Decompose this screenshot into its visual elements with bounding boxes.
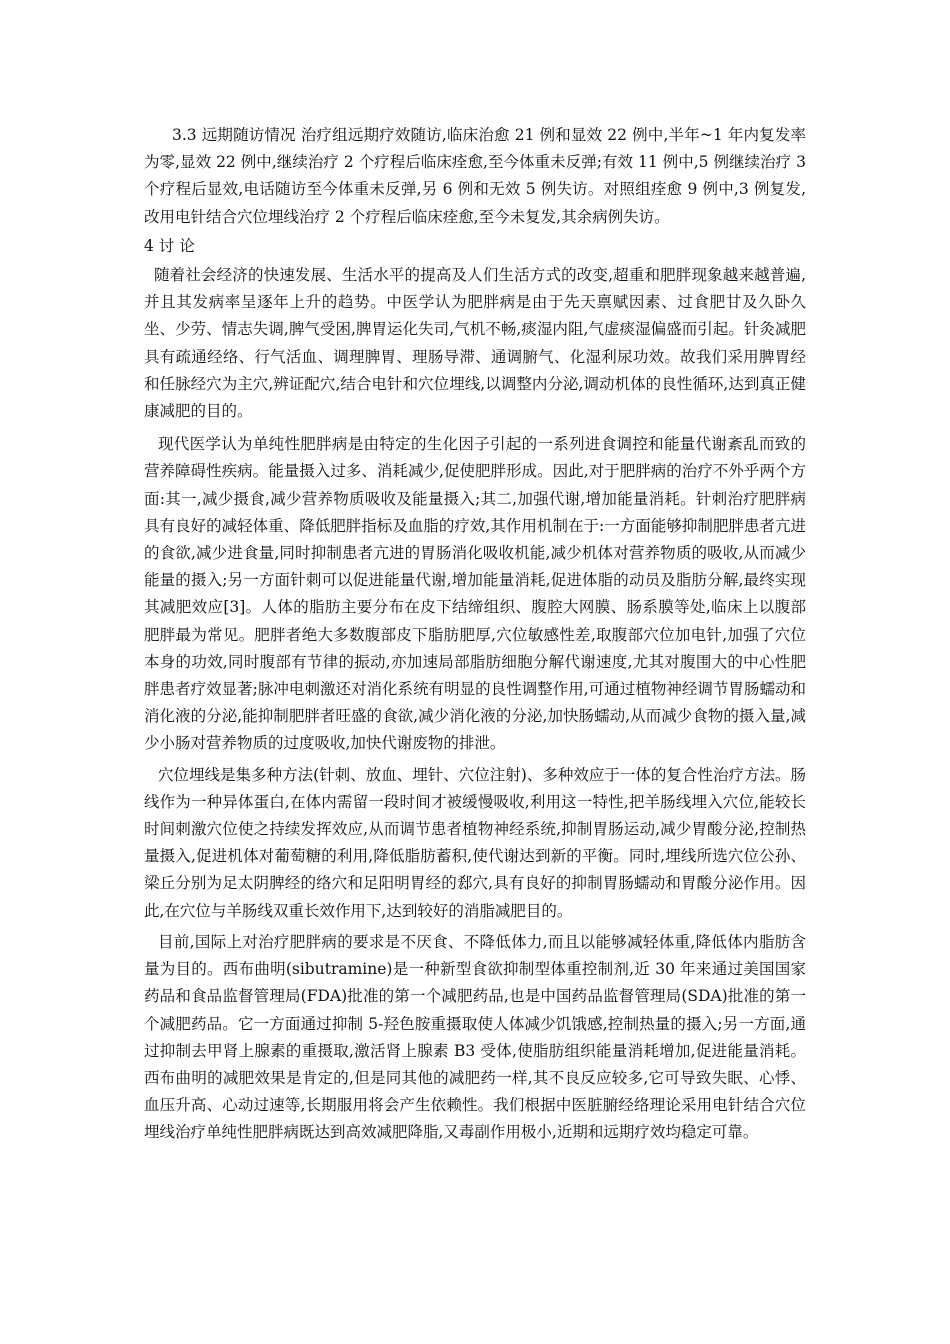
section-heading-discussion: 4 讨 论 (144, 236, 195, 255)
document-body (144, 122, 806, 1147)
paragraph-sibutramine: 目前,国际上对治疗肥胖病的要求是不厌食、不降低体力,而且以能够减轻体重,降低体内脂肪含量为目的。西布曲明(sibutramine)是一种新型食欲抑制型体重控制剂,近 30 年来通过美国国家药品和食品监督管理局(FDA)批准的第一个减肥药品,也是中国药品监督管理局(SDA)批准的第一个减肥药品。它一方面通过抑制 5-羟色胺重摄取使人体减少饥饿感,控制热量的摄入;另一方面,通过抑制去甲肾上腺素的重摄取,激活肾上腺素 B3 受体,使脂肪组织能量消耗增加,促进能量消耗。西布曲明的减肥效果是肯定的,但是同其他的减肥药一样,其不良反应较多,它可导致失眠、心悸、血压升高、心动过速等,长期服用将会产生依赖性。我们根据中医脏腑经络理论采用电针结合穴位埋线治疗单纯性肥胖病既达到高效减肥降脂,又毒副作用极小,近期和远期疗效均稳定可靠。 (144, 932, 806, 1142)
paragraph-tcm-theory: 随着社会经济的快速发展、生活水平的提高及人们生活方式的改变,超重和肥胖现象越来越普遍,并且其发病率呈逐年上升的趋势。中医学认为肥胖病是由于先天禀赋因素、过食肥甘及久卧久坐、少劳、情志失调,脾气受困,脾胃运化失司,气机不畅,痰湿内阻,气虚痰湿偏盛而引起。针灸减肥具有疏通经络、行气活血、调理脾胃、理肠导滞、通调腑气、化湿利尿功效。故我们采用脾胃经和任脉经穴为主穴,辨证配穴,结合电针和穴位埋线,以调整内分泌,调动机体的良性循环,达到真正健康减肥的目的。 (144, 266, 806, 421)
paragraph-catgut-embedding: 穴位埋线是集多种方法(针刺、放血、埋针、穴位注射)、多种效应于一体的复合性治疗方法。肠线作为一种异体蛋白,在体内需留一段时间才被缓慢吸收,利用这一特性,把羊肠线埋入穴位,能较长时间刺激穴位使之持续发挥效应,从而调节患者植物神经系统,抑制胃肠运动,减少胃酸分泌,控制热量摄入,促进机体对葡萄糖的利用,降低脂肪蓄积,使代谢达到新的平衡。同时,埋线所选穴位公孙、梁丘分别为足太阴脾经的络穴和足阳明胃经的郄穴,具有良好的抑制胃肠蠕动和胃酸分泌作用。因此,在穴位与羊肠线双重长效作用下,达到较好的消脂减肥目的。 (144, 765, 806, 920)
paragraph-long-term-followup: 3.3 远期随访情况 治疗组远期疗效随访,临床治愈 21 例和显效 22 例中,半年~1 年内复发率为零,显效 22 例中,继续治疗 2 个疗程后临床痊愈,至今体重未反弹;有效 11 例中,5 例继续治疗 3 个疗程后显效,电话随访至今体重未反弹,另 6 例和无效 5 例失访。对照组痊愈 9 例中,3 例复发,改用电针结合穴位埋线治疗 2 个疗程后临床痊愈,至今未复发,其余病例失访。 (144, 126, 806, 226)
paragraph-modern-medicine: 现代医学认为单纯性肥胖病是由特定的生化因子引起的一系列进食调控和能量代谢紊乱而致的营养障碍性疾病。能量摄入过多、消耗减少,促使肥胖形成。因此,对于肥胖病的治疗不外乎两个方面:其一,减少摄食,减少营养物质吸收及能量摄入;其二,加强代谢,增加能量消耗。针刺治疗肥胖病具有良好的减轻体重、降低肥胖指标及血脂的疗效,其作用机制在于:一方面能够抑制肥胖患者亢进的食欲,减少进食量,同时抑制患者亢进的胃肠消化吸收机能,减少机体对营养物质的吸收,从而减少能量的摄入;另一方面针刺可以促进能量代谢,增加能量消耗,促进体脂的动员及脂肪分解,最终实现其减肥效应[3]。人体的脂肪主要分布在皮下结缔组织、腹腔大网膜、肠系膜等处,临床上以腹部肥胖最为常见。肥胖者绝大多数腹部皮下脂肪肥厚,穴位敏感性差,取腹部穴位加电针,加强了穴位本身的功效,同时腹部有节律的振动,亦加速局部脂肪细胞分解代谢速度,尤其对腹围大的中心性肥胖患者疗效显著;脉冲电刺激还对消化系统有明显的良性调整作用,可通过植物神经调节胃肠蠕动和消化液的分泌,能抑制肥胖者旺盛的食欲,减少消化液的分泌,加快肠蠕动,从而减少食物的摄入量,减少小肠对营养物质的过度吸收,加快代谢废物的排泄。 (144, 435, 806, 753)
